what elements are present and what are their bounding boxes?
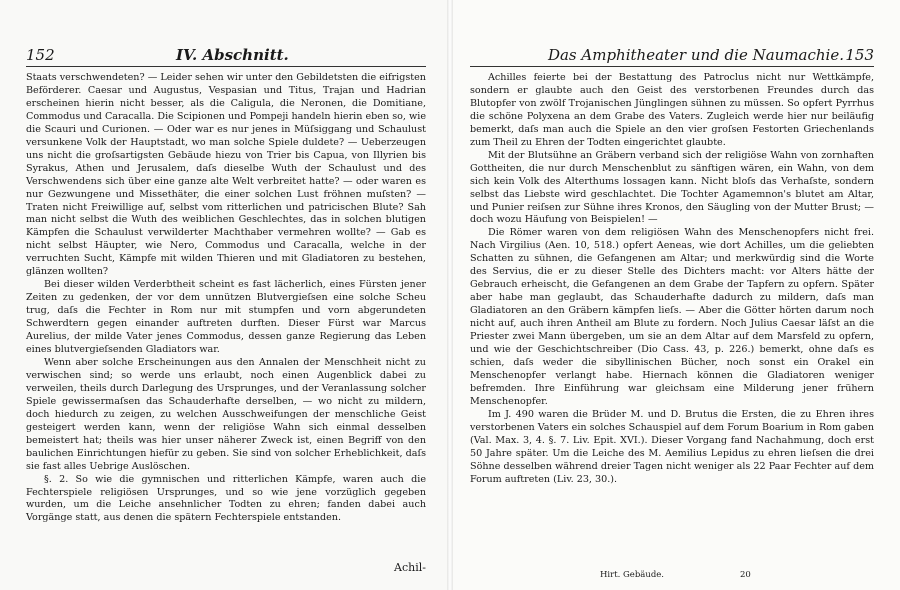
left-paragraph-4: §. 2. So wie die gymnischen und ritterlichen Kämpfe, waren auch die Fechterspiele religiösen Ursprunges, und so wie jene vorzüglich gegeben wurden, um die Leiche ansehnlicher Todten zu ehren; fanden dabei auch Vorgänge statt, aus denen die spätern Fechterspiele entstanden.	[26, 473, 426, 524]
right-header-rule	[470, 66, 874, 67]
footer-signature-number: 20	[740, 570, 751, 580]
left-page-header: IV. Abschnitt.	[176, 46, 289, 64]
right-body-text	[470, 72, 874, 487]
right-paragraph-1: Achilles feierte bei der Bestattung des Patroclus nicht nur Wettkämpfe, sondern er glaubte auch den Geist des verstorbenen Freundes durch das Blutopfer von zwölf Trojanischen Jünglingen sühnen zu müssen. So opfert Pyrrhus die schöne Polyxena an dem Grabe des Vaters. Zugleich werde hier nur beiläufig bemerkt, daſs man auch die Spiele an den vier groſsen Festorten Griechenlands zum Theil zu Ehren der Todten eingerichtet glaubte.	[470, 72, 874, 148]
right-page-number: 153	[845, 46, 874, 64]
left-paragraph-1: Staats verschwendeten? — Leider sehen wir unter den Gebildetsten die eifrigsten Beförderer. Caesar und Augustus, Vespasian und Titus, Trajan und Hadrian erscheinen hierin nicht besser, als die Caligula, die Neronen, die Domitiane, Commodus und Caracalla. Die Scipionen und Pompeji handeln hierin eben so, wie die Scauri und Curionen. — Oder war es nur jenes in Müſsiggang und Schaulust versunkene Volk der Hauptstadt, wo man solche Spiele duldete? — Ueberzeugen uns nicht die groſsartigsten Gebäude hiezu von Trier bis Capua, von Illyrien bis Syrakus, Athen und Jerusalem, daſs dieselbe Wuth der Schaulust und des Verschwendens sich über eine ganze alte Welt verbreitet hatte? — oder waren es nur Gezwungene und Missethäter, die einer solchen Lust fröhnen muſsten? — Traten nicht Freiwillige auf, selbst vom ritterlichen und patricischen Blute? Sah man nicht selbst die Wuth des weiblichen Geschlechtes, das in solchen blutigen Kämpfen die Schaulust verwilderter Machthaber vermehren wollte? — Gab es nicht selbst Häupter, wie Nero, Commodus und Caracalla, welche in der verruchten Sucht, Kämpfe mit wilden Thieren und mit Gladiatoren zu bestehen, glänzen wollten?	[26, 72, 426, 278]
footer-signature: Hirt. Gebäude.	[600, 570, 664, 580]
left-header-rule	[26, 66, 426, 67]
right-paragraph-2: Mit der Blutsühne an Gräbern verband sich der religiöse Wahn von zornhaften Gottheiten, die nur durch Menschenblut zu sänftigen wären, ein Wahn, von dem sich kein Volk des Alterthums lossagen kann. Nicht bloſs das Verhaſste, sondern selbst das Liebste wird geschlachtet. Die Tochter Agamemnon's blutet am Altar, und Punier reiſsen zur Sühne ihres Kronos, den Säugling von der Mutter Brust; — doch wozu Häufung von Beispielen! —	[470, 149, 874, 226]
left-paragraph-2: Bei dieser wilden Verderbtheit scheint es fast lächerlich, eines Fürsten jener Zeiten zu gedenken, der vor dem unnützen Blutvergieſsen eine solche Scheu trug, daſs die Fechter in Rom nur mit stumpfen und vorn abgerundeten Schwerdtern gegen einander auftreten durften. Dieser Fürst war Marcus Aurelius, der milde Vater jenes Commodus, dessen ganze Regierung das Leben eines blutvergieſsenden Gladiators war.	[26, 279, 426, 356]
left-page-number: 152	[26, 46, 55, 64]
left-body-text	[26, 72, 426, 525]
right-paragraph-4: Im J. 490 waren die Brüder M. und D. Brutus die Ersten, die zu Ehren ihres verstorbenen Vaters ein solches Schauspiel auf dem Forum Boarium in Rom gaben (Val. Max. 3, 4. §. 7. Liv. Epit. XVI.). Dieser Vorgang fand Nachahmung, doch erst 50 Jahre später. Um die Leiche des M. Aemilius Lepidus zu ehren lieſsen die drei Söhne desselben während dreier Tagen nicht weniger als 22 Paar Fechter auf dem Forum auftreten (Liv. 23, 30.).	[470, 408, 874, 485]
left-paragraph-3: Wenn aber solche Erscheinungen aus den Annalen der Menschheit nicht zu verwischen sind; so werde uns erlaubt, noch einen Augenblick dabei zu verweilen, theils durch Darlegung des Ursprunges, und der Veranlassung solcher Spiele gewissermaſsen das Schauderhafte derselben, — wo nicht zu mildern, doch hiedurch zu zeigen, zu welchen Ausschweifungen der menschliche Geist gesteigert werden kann, wenn der religiöse Wahn sich einmal desselben bemeistert hat; theils was hier unser näherer Zweck ist, einen Begriff von den baulichen Einrichtungen hiefür zu geben. Sie sind von solcher Erheblichkeit, daſs sie fast alles Uebrige Auslöschen.	[26, 356, 426, 472]
right-page	[450, 0, 900, 590]
book-gutter	[447, 0, 453, 590]
right-page-header: Das Amphitheater und die Naumachie.	[547, 46, 844, 64]
right-paragraph-3: Die Römer waren von dem religiösen Wahn des Menschenopfers nicht frei. Nach Virgilius (Aen. 10, 518.) opfert Aeneas, wie dort Achilles, um die geliebten Schatten zu sühnen, die Gefangenen am Altar; und merkwürdig sind die Worte des Servius, die er zu dieser Stelle des Dichters macht: vor Alters hätte der Gebrauch erheischt, die Gefangenen an dem Grabe der Tapfern zu opfern. Später aber habe man geglaubt, das Schauderhafte dadurch zu mildern, daſs man Gladiatoren an den Gräbern kämpfen lieſs. — Aber die Götter hörten darum noch nicht auf, auch ihren Antheil am Blute zu fordern. Noch Julius Caesar läſst an die Priester zwei Mann übergeben, um sie an dem Altar auf dem Marsfeld zu opfern, und wie der Geschichtschreiber (Dio Cass. 43, p. 226.) bemerkt, ohne daſs es schien, daſs weder die sibyllinischen Bücher, noch sonst ein Orakel ein Menschenopfer verlangt habe. Hiernach können die Gladiatoren weniger befremden. Ihre Einführung war gleichsam eine Milderung jener frühern Menschenopfer.	[470, 227, 874, 407]
left-catchword: Achil-	[394, 561, 426, 574]
